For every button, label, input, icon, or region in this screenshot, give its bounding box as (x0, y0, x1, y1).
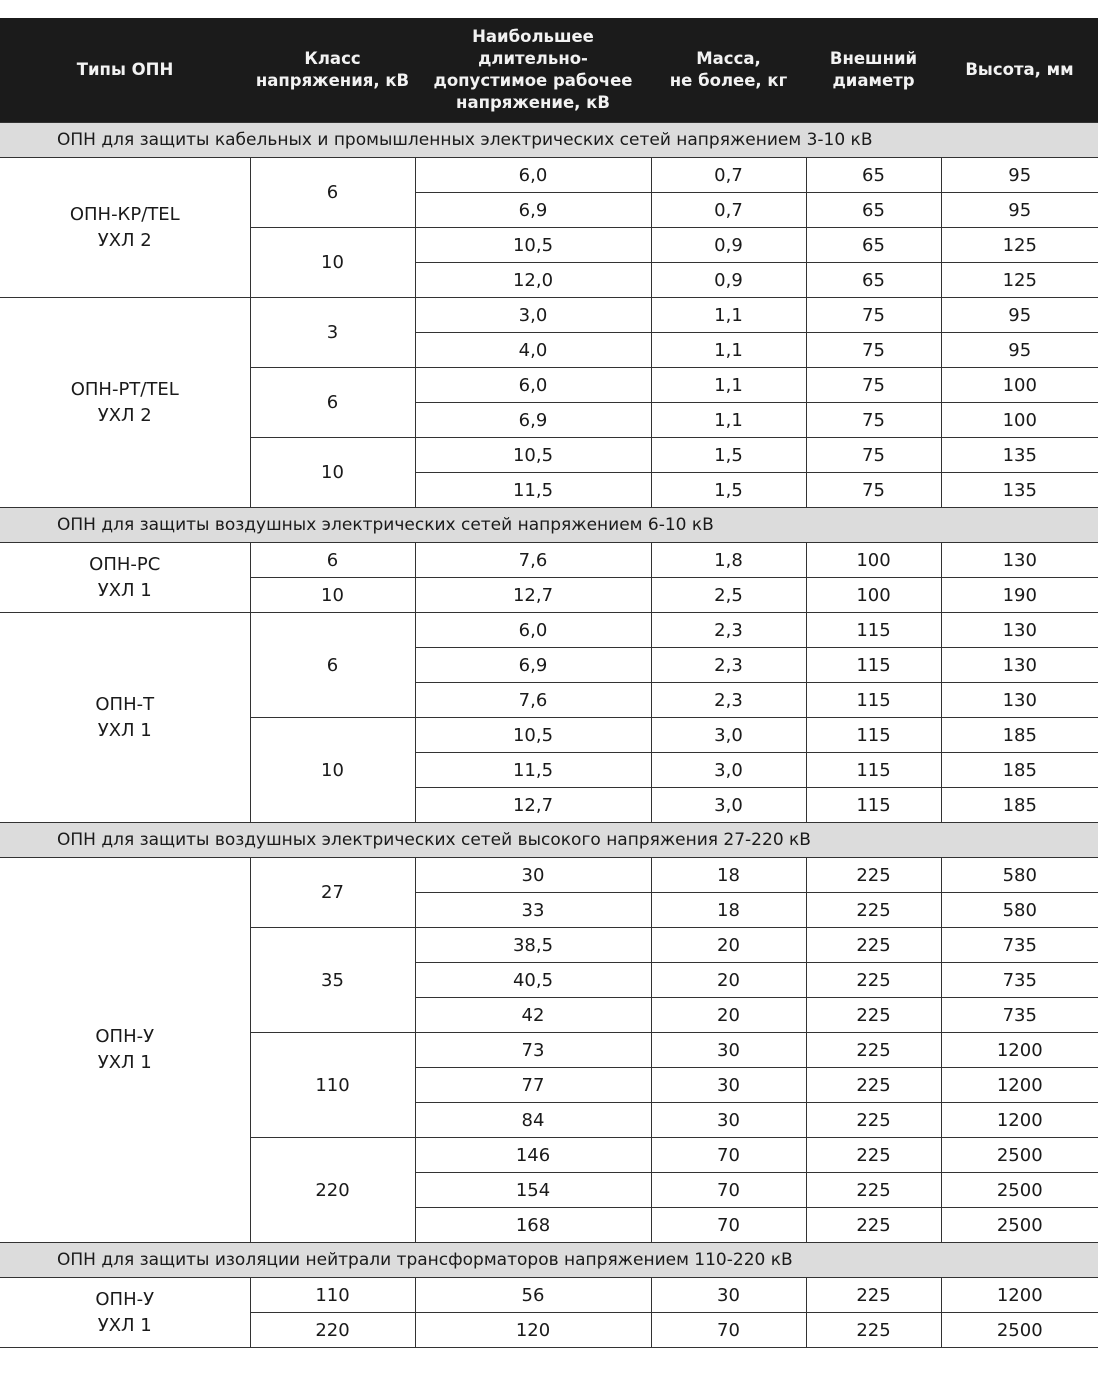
max-operating-voltage-cell: 146 (415, 1138, 651, 1173)
voltage-class-cell: 10 (250, 718, 415, 823)
height-cell: 1200 (941, 1033, 1098, 1068)
section-header-row (0, 508, 1098, 543)
header-row (0, 18, 1098, 123)
diameter-cell: 115 (806, 613, 941, 648)
diameter-cell: 75 (806, 333, 941, 368)
max-operating-voltage-cell: 4,0 (415, 333, 651, 368)
mass-cell: 30 (651, 1103, 806, 1138)
max-operating-voltage-cell: 3,0 (415, 298, 651, 333)
max-operating-voltage-cell: 30 (415, 858, 651, 893)
mass-cell: 30 (651, 1068, 806, 1103)
section-header-row (0, 1243, 1098, 1278)
height-cell: 2500 (941, 1173, 1098, 1208)
height-cell: 2500 (941, 1313, 1098, 1348)
max-operating-voltage-cell: 10,5 (415, 718, 651, 753)
diameter-cell: 225 (806, 1313, 941, 1348)
table-row (0, 1278, 1098, 1313)
section-title: ОПН для защиты изоляции нейтрали трансформаторов напряжением 110-220 кВ (0, 1243, 1098, 1278)
diameter-cell: 75 (806, 473, 941, 508)
type-cell: ОПН-КР/TEL УХЛ 2 (0, 158, 250, 298)
diameter-cell: 100 (806, 543, 941, 578)
height-cell: 130 (941, 613, 1098, 648)
max-operating-voltage-cell: 120 (415, 1313, 651, 1348)
max-operating-voltage-cell: 7,6 (415, 683, 651, 718)
mass-cell: 0,7 (651, 193, 806, 228)
max-operating-voltage-cell: 10,5 (415, 438, 651, 473)
mass-cell: 2,3 (651, 683, 806, 718)
max-operating-voltage-cell: 154 (415, 1173, 651, 1208)
section-title: ОПН для защиты кабельных и промышленных электрических сетей напряжением 3-10 кВ (0, 123, 1098, 158)
mass-cell: 3,0 (651, 718, 806, 753)
header-height: Высота, мм (941, 18, 1098, 123)
mass-cell: 20 (651, 963, 806, 998)
diameter-cell: 75 (806, 438, 941, 473)
height-cell: 135 (941, 438, 1098, 473)
diameter-cell: 225 (806, 928, 941, 963)
height-cell: 1200 (941, 1103, 1098, 1138)
mass-cell: 0,7 (651, 158, 806, 193)
diameter-cell: 225 (806, 1138, 941, 1173)
diameter-cell: 225 (806, 1033, 941, 1068)
max-operating-voltage-cell: 73 (415, 1033, 651, 1068)
mass-cell: 70 (651, 1173, 806, 1208)
height-cell: 190 (941, 578, 1098, 613)
height-cell: 580 (941, 893, 1098, 928)
voltage-class-cell: 3 (250, 298, 415, 368)
diameter-cell: 115 (806, 753, 941, 788)
mass-cell: 1,8 (651, 543, 806, 578)
max-operating-voltage-cell: 12,7 (415, 578, 651, 613)
max-operating-voltage-cell: 12,7 (415, 788, 651, 823)
height-cell: 130 (941, 543, 1098, 578)
mass-cell: 70 (651, 1313, 806, 1348)
mass-cell: 1,1 (651, 333, 806, 368)
max-operating-voltage-cell: 168 (415, 1208, 651, 1243)
voltage-class-cell: 220 (250, 1313, 415, 1348)
max-operating-voltage-cell: 6,9 (415, 648, 651, 683)
diameter-cell: 115 (806, 718, 941, 753)
height-cell: 735 (941, 963, 1098, 998)
max-operating-voltage-cell: 56 (415, 1278, 651, 1313)
diameter-cell: 225 (806, 1068, 941, 1103)
height-cell: 130 (941, 648, 1098, 683)
mass-cell: 30 (651, 1278, 806, 1313)
mass-cell: 18 (651, 893, 806, 928)
diameter-cell: 115 (806, 648, 941, 683)
mass-cell: 0,9 (651, 263, 806, 298)
height-cell: 125 (941, 263, 1098, 298)
diameter-cell: 65 (806, 158, 941, 193)
max-operating-voltage-cell: 40,5 (415, 963, 651, 998)
height-cell: 735 (941, 928, 1098, 963)
voltage-class-cell: 6 (250, 368, 415, 438)
diameter-cell: 75 (806, 298, 941, 333)
specifications-table (0, 18, 1098, 1348)
mass-cell: 1,1 (651, 298, 806, 333)
mass-cell: 1,1 (651, 368, 806, 403)
table-row (0, 613, 1098, 648)
max-operating-voltage-cell: 6,9 (415, 403, 651, 438)
diameter-cell: 65 (806, 193, 941, 228)
mass-cell: 70 (651, 1138, 806, 1173)
diameter-cell: 225 (806, 858, 941, 893)
height-cell: 735 (941, 998, 1098, 1033)
section-header-row (0, 823, 1098, 858)
voltage-class-cell: 220 (250, 1138, 415, 1243)
mass-cell: 70 (651, 1208, 806, 1243)
voltage-class-cell: 110 (250, 1278, 415, 1313)
height-cell: 135 (941, 473, 1098, 508)
section-title: ОПН для защиты воздушных электрических сетей высокого напряжения 27-220 кВ (0, 823, 1098, 858)
diameter-cell: 225 (806, 963, 941, 998)
height-cell: 185 (941, 788, 1098, 823)
mass-cell: 3,0 (651, 788, 806, 823)
diameter-cell: 65 (806, 263, 941, 298)
voltage-class-cell: 10 (250, 438, 415, 508)
diameter-cell: 225 (806, 893, 941, 928)
diameter-cell: 65 (806, 228, 941, 263)
voltage-class-cell: 6 (250, 543, 415, 578)
height-cell: 95 (941, 158, 1098, 193)
height-cell: 100 (941, 368, 1098, 403)
diameter-cell: 225 (806, 1208, 941, 1243)
table-row (0, 543, 1098, 578)
max-operating-voltage-cell: 10,5 (415, 228, 651, 263)
diameter-cell: 225 (806, 998, 941, 1033)
header-mass: Масса, не более, кг (651, 18, 806, 123)
type-cell: ОПН-У УХЛ 1 (0, 1278, 250, 1348)
voltage-class-cell: 110 (250, 1033, 415, 1138)
header-voltage-class: Класс напряжения, кВ (250, 18, 415, 123)
height-cell: 580 (941, 858, 1098, 893)
max-operating-voltage-cell: 6,0 (415, 368, 651, 403)
height-cell: 95 (941, 333, 1098, 368)
diameter-cell: 225 (806, 1103, 941, 1138)
voltage-class-cell: 27 (250, 858, 415, 928)
max-operating-voltage-cell: 84 (415, 1103, 651, 1138)
table-row (0, 858, 1098, 893)
max-operating-voltage-cell: 6,0 (415, 158, 651, 193)
voltage-class-cell: 6 (250, 613, 415, 718)
diameter-cell: 225 (806, 1173, 941, 1208)
table-header (0, 18, 1098, 123)
type-cell: ОПН-РТ/TEL УХЛ 2 (0, 298, 250, 508)
section-title: ОПН для защиты воздушных электрических сетей напряжением 6-10 кВ (0, 508, 1098, 543)
max-operating-voltage-cell: 11,5 (415, 753, 651, 788)
height-cell: 100 (941, 403, 1098, 438)
height-cell: 185 (941, 753, 1098, 788)
type-cell: ОПН-Т УХЛ 1 (0, 613, 250, 823)
max-operating-voltage-cell: 7,6 (415, 543, 651, 578)
section-header-row (0, 123, 1098, 158)
mass-cell: 0,9 (651, 228, 806, 263)
mass-cell: 30 (651, 1033, 806, 1068)
header-max-operating-voltage: Наибольшее длительно- допустимое рабочее напряжение, кВ (415, 18, 651, 123)
mass-cell: 20 (651, 998, 806, 1033)
voltage-class-cell: 10 (250, 578, 415, 613)
max-operating-voltage-cell: 77 (415, 1068, 651, 1103)
mass-cell: 20 (651, 928, 806, 963)
mass-cell: 2,3 (651, 648, 806, 683)
height-cell: 1200 (941, 1068, 1098, 1103)
diameter-cell: 100 (806, 578, 941, 613)
table-row (0, 298, 1098, 333)
diameter-cell: 115 (806, 788, 941, 823)
diameter-cell: 115 (806, 683, 941, 718)
mass-cell: 1,5 (651, 438, 806, 473)
mass-cell: 1,5 (651, 473, 806, 508)
max-operating-voltage-cell: 38,5 (415, 928, 651, 963)
type-cell: ОПН-РС УХЛ 1 (0, 543, 250, 613)
max-operating-voltage-cell: 42 (415, 998, 651, 1033)
mass-cell: 3,0 (651, 753, 806, 788)
max-operating-voltage-cell: 6,0 (415, 613, 651, 648)
height-cell: 2500 (941, 1208, 1098, 1243)
height-cell: 1200 (941, 1278, 1098, 1313)
voltage-class-cell: 35 (250, 928, 415, 1033)
diameter-cell: 225 (806, 1278, 941, 1313)
height-cell: 95 (941, 193, 1098, 228)
height-cell: 130 (941, 683, 1098, 718)
mass-cell: 2,3 (651, 613, 806, 648)
type-cell: ОПН-У УХЛ 1 (0, 858, 250, 1243)
mass-cell: 1,1 (651, 403, 806, 438)
header-type: Типы ОПН (0, 18, 250, 123)
max-operating-voltage-cell: 6,9 (415, 193, 651, 228)
table-row (0, 158, 1098, 193)
mass-cell: 2,5 (651, 578, 806, 613)
height-cell: 125 (941, 228, 1098, 263)
max-operating-voltage-cell: 33 (415, 893, 651, 928)
height-cell: 95 (941, 298, 1098, 333)
mass-cell: 18 (651, 858, 806, 893)
header-outer-diameter: Внешний диаметр (806, 18, 941, 123)
max-operating-voltage-cell: 12,0 (415, 263, 651, 298)
max-operating-voltage-cell: 11,5 (415, 473, 651, 508)
height-cell: 2500 (941, 1138, 1098, 1173)
diameter-cell: 75 (806, 403, 941, 438)
diameter-cell: 75 (806, 368, 941, 403)
table-body (0, 123, 1098, 1348)
voltage-class-cell: 10 (250, 228, 415, 298)
voltage-class-cell: 6 (250, 158, 415, 228)
height-cell: 185 (941, 718, 1098, 753)
